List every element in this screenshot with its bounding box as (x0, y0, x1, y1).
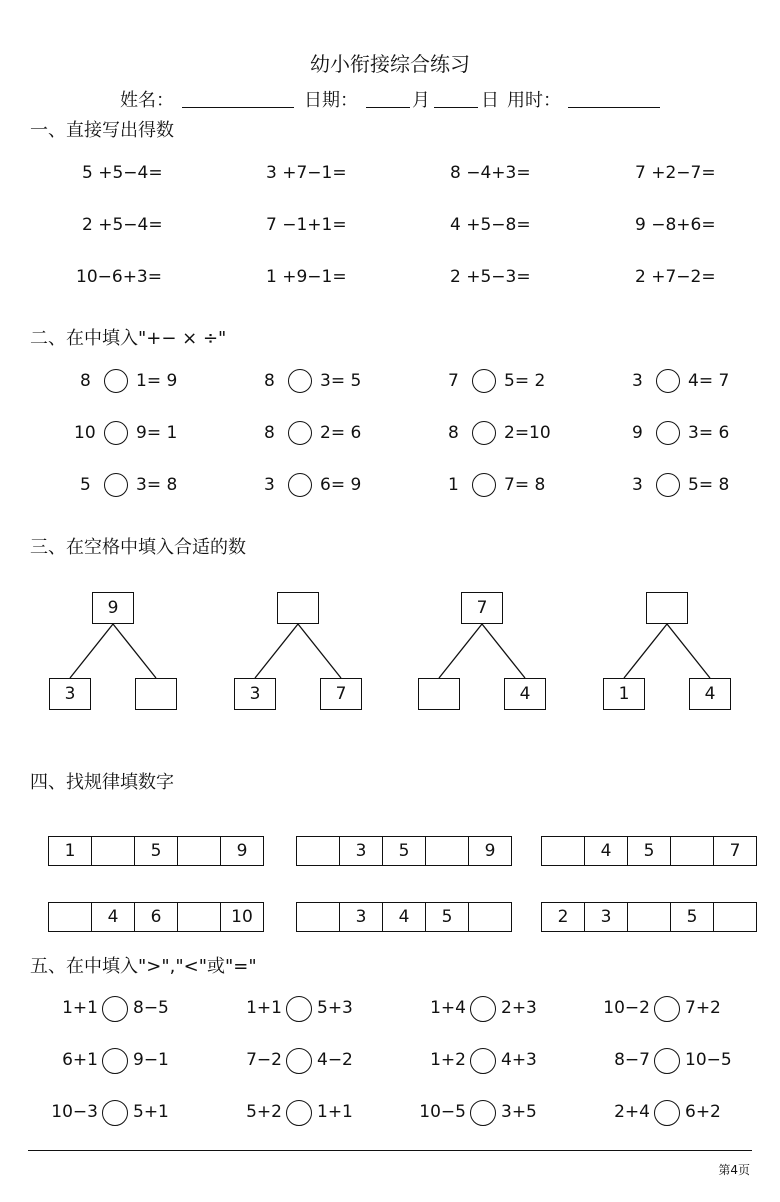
tree-top-box[interactable]: 7 (461, 592, 503, 624)
month-label: 月 (412, 90, 430, 111)
sequence-cell[interactable] (297, 903, 340, 931)
operand-left: 10 (74, 423, 96, 443)
compare-right: 6+2 (685, 1102, 721, 1122)
operand-right: 9= 1 (136, 423, 178, 443)
sequence-cell[interactable]: 4 (92, 903, 135, 931)
operand-right: 3= 8 (136, 475, 178, 495)
tree-left-box[interactable] (418, 678, 460, 710)
sequence-cell[interactable]: 3 (340, 837, 383, 865)
compare-circle[interactable] (102, 996, 128, 1022)
operand-right: 3= 5 (320, 371, 362, 391)
sequence-row (296, 836, 512, 866)
tree-right-box[interactable]: 7 (320, 678, 362, 710)
operand-left: 1 (448, 475, 459, 495)
tree-line (482, 624, 525, 678)
compare-right: 5+1 (133, 1102, 169, 1122)
section-heading-4: 四、找规律填数字 (30, 772, 174, 793)
arith-expression: 5 +5−4= (82, 163, 163, 183)
tree-right-box[interactable] (135, 678, 177, 710)
section-heading-1: 一、直接写出得数 (30, 120, 174, 141)
tree-left-box[interactable]: 1 (603, 678, 645, 710)
sequence-cell[interactable]: 4 (585, 837, 628, 865)
compare-left: 8−7 (614, 1050, 650, 1070)
operand-right: 2=10 (504, 423, 551, 443)
operand-right: 3= 6 (688, 423, 730, 443)
sequence-cell[interactable]: 3 (340, 903, 383, 931)
operand-right: 4= 7 (688, 371, 730, 391)
compare-left: 6+1 (62, 1050, 98, 1070)
date-label: 日期： (304, 90, 358, 111)
sequence-row (541, 836, 757, 866)
tree-line (624, 624, 667, 678)
sequence-cell[interactable] (49, 903, 92, 931)
tree-top-box[interactable] (277, 592, 319, 624)
arith-expression: 2 +5−3= (450, 267, 531, 287)
time-label: 用时： (507, 90, 561, 111)
arith-expression: 4 +5−8= (450, 215, 531, 235)
compare-right: 10−5 (685, 1050, 732, 1070)
footer-divider (28, 1150, 752, 1151)
name-label: 姓名： (120, 90, 174, 111)
compare-right: 4+3 (501, 1050, 537, 1070)
compare-right: 7+2 (685, 998, 721, 1018)
operand-left: 9 (632, 423, 643, 443)
arith-expression: 7 −1+1= (266, 215, 347, 235)
tree-right-box[interactable]: 4 (504, 678, 546, 710)
operand-left: 3 (632, 475, 643, 495)
tree-line (113, 624, 156, 678)
tree-left-box[interactable]: 3 (234, 678, 276, 710)
compare-right: 2+3 (501, 998, 537, 1018)
operand-left: 8 (80, 371, 91, 391)
compare-circle[interactable] (286, 1048, 312, 1074)
arith-expression: 2 +7−2= (635, 267, 716, 287)
compare-circle[interactable] (286, 1100, 312, 1126)
sequence-cell[interactable] (671, 837, 714, 865)
page-number: 第4页 (718, 1163, 750, 1177)
operand-left: 7 (448, 371, 459, 391)
sequence-cell[interactable]: 5 (383, 837, 426, 865)
compare-left: 10−5 (419, 1102, 466, 1122)
compare-circle[interactable] (470, 996, 496, 1022)
operand-right: 5= 8 (688, 475, 730, 495)
tree-line (70, 624, 113, 678)
section-heading-2: 二、在中填入"+− × ÷" (30, 328, 227, 349)
sequence-cell[interactable] (178, 837, 221, 865)
sequence-cell[interactable]: 6 (135, 903, 178, 931)
arith-expression: 9 −8+6= (635, 215, 716, 235)
sequence-cell[interactable]: 5 (628, 837, 671, 865)
compare-right: 8−5 (133, 998, 169, 1018)
sequence-cell[interactable]: 5 (135, 837, 178, 865)
tree-left-box[interactable]: 3 (49, 678, 91, 710)
compare-left: 10−2 (603, 998, 650, 1018)
compare-circle[interactable] (102, 1100, 128, 1126)
sequence-row (48, 902, 264, 932)
compare-left: 10−3 (51, 1102, 98, 1122)
arith-expression: 1 +9−1= (266, 267, 347, 287)
tree-line (298, 624, 341, 678)
sequence-cell[interactable] (92, 837, 135, 865)
sequence-cell[interactable]: 1 (49, 837, 92, 865)
tree-top-box[interactable] (646, 592, 688, 624)
sequence-cell[interactable] (469, 903, 511, 931)
section-heading-5: 五、在中填入">","<"或"=" (30, 956, 257, 977)
sequence-cell[interactable]: 5 (671, 903, 714, 931)
compare-left: 1+1 (62, 998, 98, 1018)
operand-left: 8 (264, 423, 275, 443)
sequence-cell[interactable]: 3 (585, 903, 628, 931)
compare-right: 9−1 (133, 1050, 169, 1070)
compare-left: 5+2 (246, 1102, 282, 1122)
compare-left: 1+2 (430, 1050, 466, 1070)
sequence-row (48, 836, 264, 866)
sequence-cell[interactable] (426, 837, 469, 865)
sequence-cell[interactable]: 9 (236, 841, 248, 861)
sequence-cell[interactable] (542, 837, 585, 865)
sequence-cell[interactable]: 4 (383, 903, 426, 931)
sequence-cell[interactable] (178, 903, 221, 931)
operand-right: 6= 9 (320, 475, 362, 495)
compare-left: 1+1 (246, 998, 282, 1018)
compare-circle[interactable] (654, 996, 680, 1022)
arith-expression: 8 −4+3= (450, 163, 531, 183)
operand-left: 8 (264, 371, 275, 391)
tree-line (439, 624, 482, 678)
operand-right: 1= 9 (136, 371, 178, 391)
tree-right-box[interactable]: 4 (689, 678, 731, 710)
compare-right: 4−2 (317, 1050, 353, 1070)
page-title: 幼小衔接综合练习 (310, 52, 470, 76)
tree-top-box[interactable]: 9 (92, 592, 134, 624)
compare-circle[interactable] (654, 1048, 680, 1074)
sequence-row (296, 902, 512, 932)
operand-left: 3 (632, 371, 643, 391)
sequence-cell[interactable]: 7 (729, 841, 741, 861)
compare-left: 2+4 (614, 1102, 650, 1122)
day-label: 日 (481, 90, 499, 111)
compare-circle[interactable] (102, 1048, 128, 1074)
operand-right: 7= 8 (504, 475, 546, 495)
compare-right: 5+3 (317, 998, 353, 1018)
compare-circle[interactable] (654, 1100, 680, 1126)
sequence-cell[interactable]: 5 (426, 903, 469, 931)
compare-circle[interactable] (286, 996, 312, 1022)
operand-left: 8 (448, 423, 459, 443)
arith-expression: 2 +5−4= (82, 215, 163, 235)
compare-circle[interactable] (470, 1100, 496, 1126)
compare-left: 1+4 (430, 998, 466, 1018)
sequence-cell[interactable]: 9 (484, 841, 496, 861)
compare-right: 1+1 (317, 1102, 353, 1122)
compare-right: 3+5 (501, 1102, 537, 1122)
operand-right: 2= 6 (320, 423, 362, 443)
section-heading-3: 三、在空格中填入合适的数 (30, 537, 246, 558)
sequence-cell[interactable]: 2 (542, 903, 585, 931)
arith-expression: 7 +2−7= (635, 163, 716, 183)
arith-expression: 3 +7−1= (266, 163, 347, 183)
sequence-cell[interactable] (714, 903, 756, 931)
sequence-cell[interactable] (628, 903, 671, 931)
operand-left: 3 (264, 475, 275, 495)
tree-line (667, 624, 710, 678)
tree-line (255, 624, 298, 678)
operand-left: 5 (80, 475, 91, 495)
sequence-cell[interactable] (297, 837, 340, 865)
compare-left: 7−2 (246, 1050, 282, 1070)
sequence-cell[interactable]: 10 (231, 907, 253, 927)
compare-circle[interactable] (470, 1048, 496, 1074)
sequence-row (541, 902, 757, 932)
arith-expression: 10−6+3= (76, 267, 162, 287)
operand-right: 5= 2 (504, 371, 546, 391)
